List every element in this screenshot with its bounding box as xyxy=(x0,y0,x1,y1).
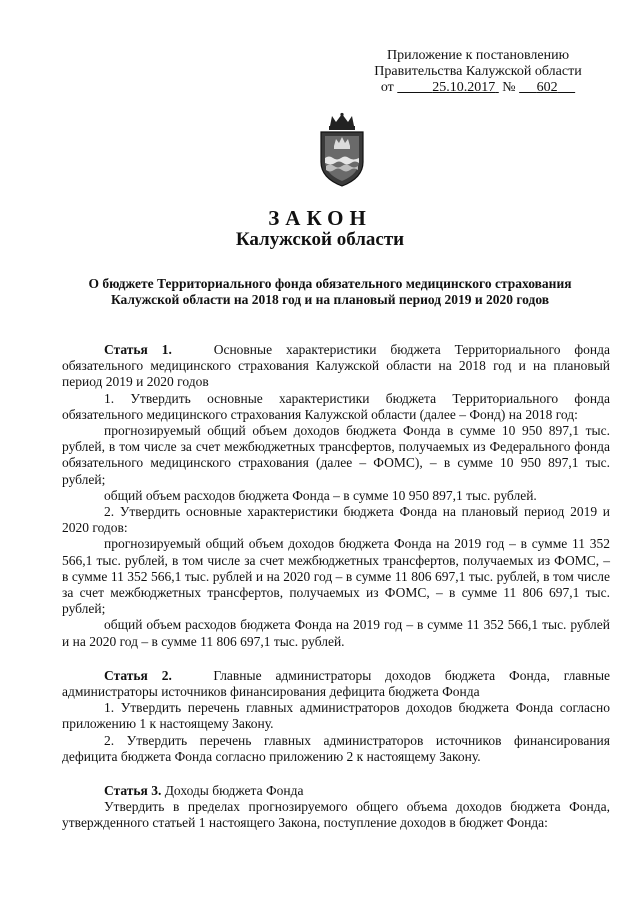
date-prefix: от xyxy=(380,80,394,95)
article-1-paragraph: 1. Утвердить основные характеристики бюджета Территориального фонда обязательного медицинского страхования Калужской области (далее – Фонд) на 2018 год: xyxy=(62,390,610,422)
appendix-line-1: Приложение к постановлению xyxy=(386,48,570,63)
article-2-label: Статья 2. xyxy=(104,667,172,683)
article-2-heading: Статья 2. Главные администраторы доходов бюджета Фонда, главные администраторы источников финансирования дефицита бюджета Фонда xyxy=(62,667,611,700)
decree-number: 602 xyxy=(536,80,558,95)
article-1-paragraph: прогнозируемый общий объем доходов бюджета Фонда в сумме 10 950 897,1 тыс. рублей, в том числе за счет межбюджетных трансфертов, получаемых из Федерального фонда обязательного медицинского страхования (далее – ФОМС), – в сумме 10 950 897,1 тыс. рублей; xyxy=(62,423,610,487)
article-3-label: Статья 3. xyxy=(104,783,162,799)
article-1-label: Статья 1. xyxy=(104,342,172,357)
law-body xyxy=(62,342,610,832)
appendix-date-line xyxy=(348,80,608,96)
article-3-heading: Статья 3. Доходы бюджета Фонда xyxy=(104,783,304,799)
appendix-header xyxy=(348,48,608,96)
number-prefix: № xyxy=(502,80,516,95)
kaluga-coat-of-arms-icon xyxy=(315,112,369,188)
article-3-paragraph: Утвердить в пределах прогнозируемого общего объема доходов бюджета Фонда, утвержденного статьей 1 настоящего Закона, поступление доходов в бюджет Фонда: xyxy=(62,799,610,831)
article-1-paragraph: общий объем расходов бюджета Фонда – в сумме 10 950 897,1 тыс. рублей. xyxy=(104,487,537,503)
article-1-heading: Статья 1. Основные характеристики бюджета Территориального фонда обязательного медицинского страхования Калужской области на 2018 год и на плановый период 2019 и 2020 годов xyxy=(62,342,611,390)
law-subject: О бюджете Территориального фонда обязательного медицинского страхования Калужской области на 2018 год и на плановый период 2019 и 2020 годов xyxy=(88,276,572,307)
appendix-line-2: Правительства Калужской области xyxy=(374,64,582,79)
article-1-paragraph: 2. Утвердить основные характеристики бюджета Фонда на плановый период 2019 и 2020 годов: xyxy=(62,504,610,536)
document-region: Калужской области xyxy=(235,229,405,250)
article-1-paragraph: прогнозируемый общий объем доходов бюджета Фонда на 2019 год – в сумме 11 352 566,1 тыс. рублей, в том числе за счет межбюджетных трансфертов, получаемых из ФОМС, – в сумме 11 352 566,1 тыс. рублей и на 2020 год – в сумме 11 806 697,1 тыс. рублей, в том числе за счет межбюджетных трансфертов, получаемых из ФОМС, – в сумме 11 806 697,1 тыс. рублей; xyxy=(62,536,610,617)
article-2-paragraph: 1. Утвердить перечень главных администраторов доходов бюджета Фонда согласно приложению 1 к настоящему Закону. xyxy=(62,700,610,732)
document-title: ЗАКОН xyxy=(268,206,372,230)
article-1-paragraph: общий объем расходов бюджета Фонда на 2019 год – в сумме 11 352 566,1 тыс. рублей и на 2020 год – в сумме 11 806 697,1 тыс. рублей. xyxy=(62,617,610,649)
article-2-paragraph: 2. Утвердить перечень главных администраторов источников финансирования дефицита бюджета Фонда согласно приложению 2 к настоящему Закону. xyxy=(62,732,610,764)
decree-date: 25.10.2017 xyxy=(432,80,496,95)
